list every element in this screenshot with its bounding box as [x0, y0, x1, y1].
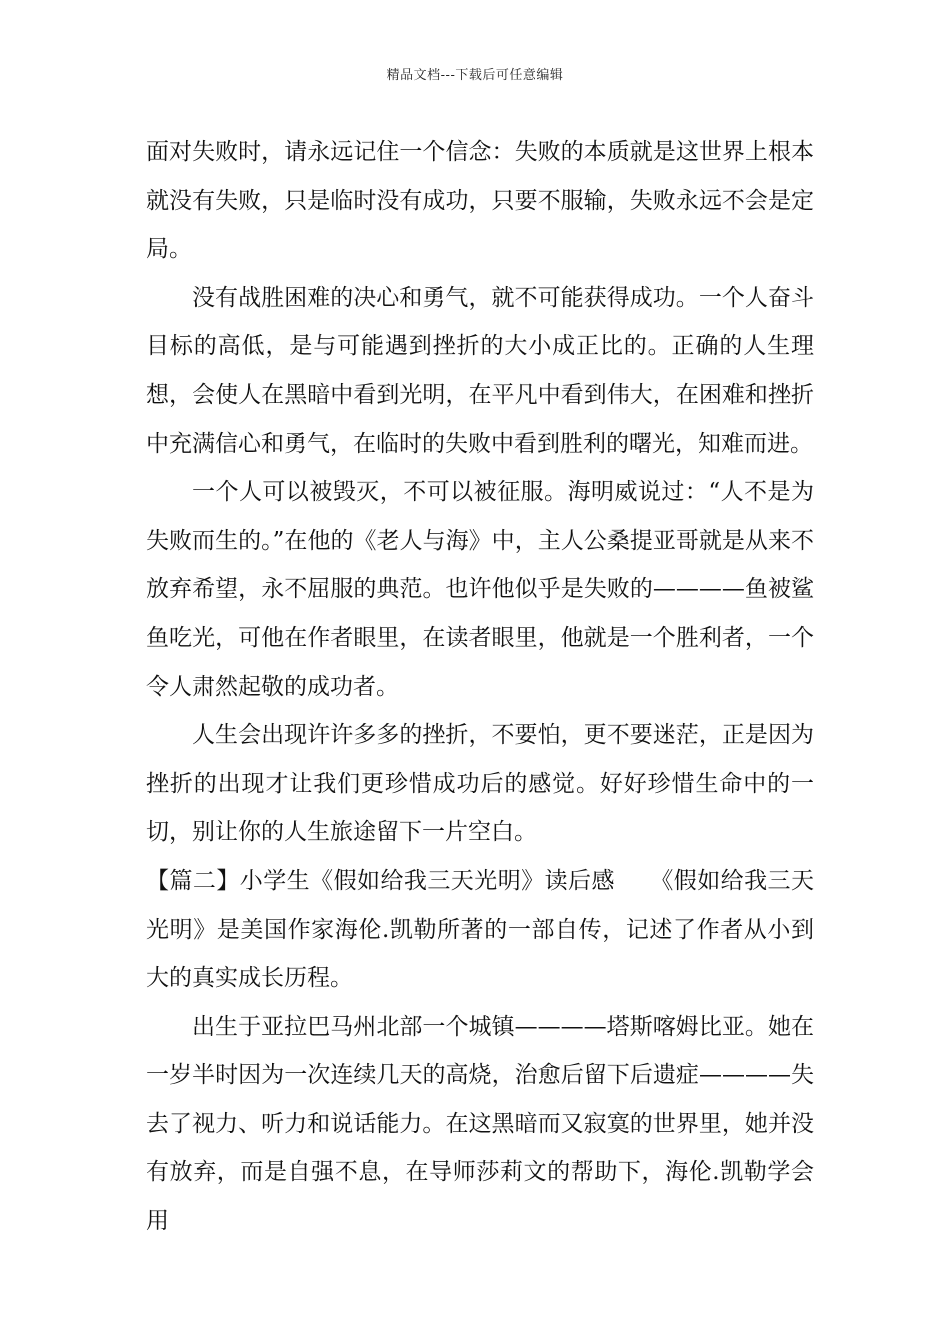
- paragraph-4: 人生会出现许许多多的挫折，不要怕，更不要迷茫，正是因为挫折的出现才让我们更珍惜成功后的感觉。好好珍惜生命中的一切，别让你的人生旅途留下一片空白。: [146, 722, 814, 846]
- paragraph-3: 一个人可以被毁灭，不可以被征服。海明威说过：“人不是为失败而生的。”在他的《老人与海》中，主人公桑提亚哥就是从来不放弃希望，永不屈服的典范。也许他似乎是失败的————鱼被鲨鱼吃光，可他在作者眼里，在读者眼里，他就是一个胜利者，一个令人肃然起敬的成功者。: [146, 479, 814, 700]
- section-heading-paragraph: 【篇二】小学生《假如给我三天光明》读后感 《假如给我三天光明》是美国作家海伦.凯勒所著的一部自传，记述了作者从小到大的真实成长历程。: [146, 867, 814, 992]
- paragraph-6: 出生于亚拉巴马州北部一个城镇————塔斯喀姆比亚。她在一岁半时因为一次连续几天的高烧，治愈后留下后遗症————失去了视力、听力和说话能力。在这黑暗而又寂寞的世界里，她并没有放弃，而是自强不息，在导师莎莉文的帮助下，海伦.凯勒学会用: [146, 1013, 814, 1235]
- paragraph-1: 面对失败时，请永远记住一个信念：失败的本质就是这世界上根本就没有失败，只是临时没有成功，只要不服输，失败永远不会是定局。: [146, 139, 814, 263]
- paragraph-2: 没有战胜困难的决心和勇气，就不可能获得成功。一个人奋斗目标的高低，是与可能遇到挫折的大小成正比的。正确的人生理想，会使人在黑暗中看到光明，在平凡中看到伟大，在困难和挫折中充满信心和勇气，在临时的失败中看到胜利的曙光，知难而进。: [146, 284, 814, 457]
- document-body: [146, 128, 814, 1246]
- page-header: 精品文档---下载后可任意编辑: [386, 68, 564, 83]
